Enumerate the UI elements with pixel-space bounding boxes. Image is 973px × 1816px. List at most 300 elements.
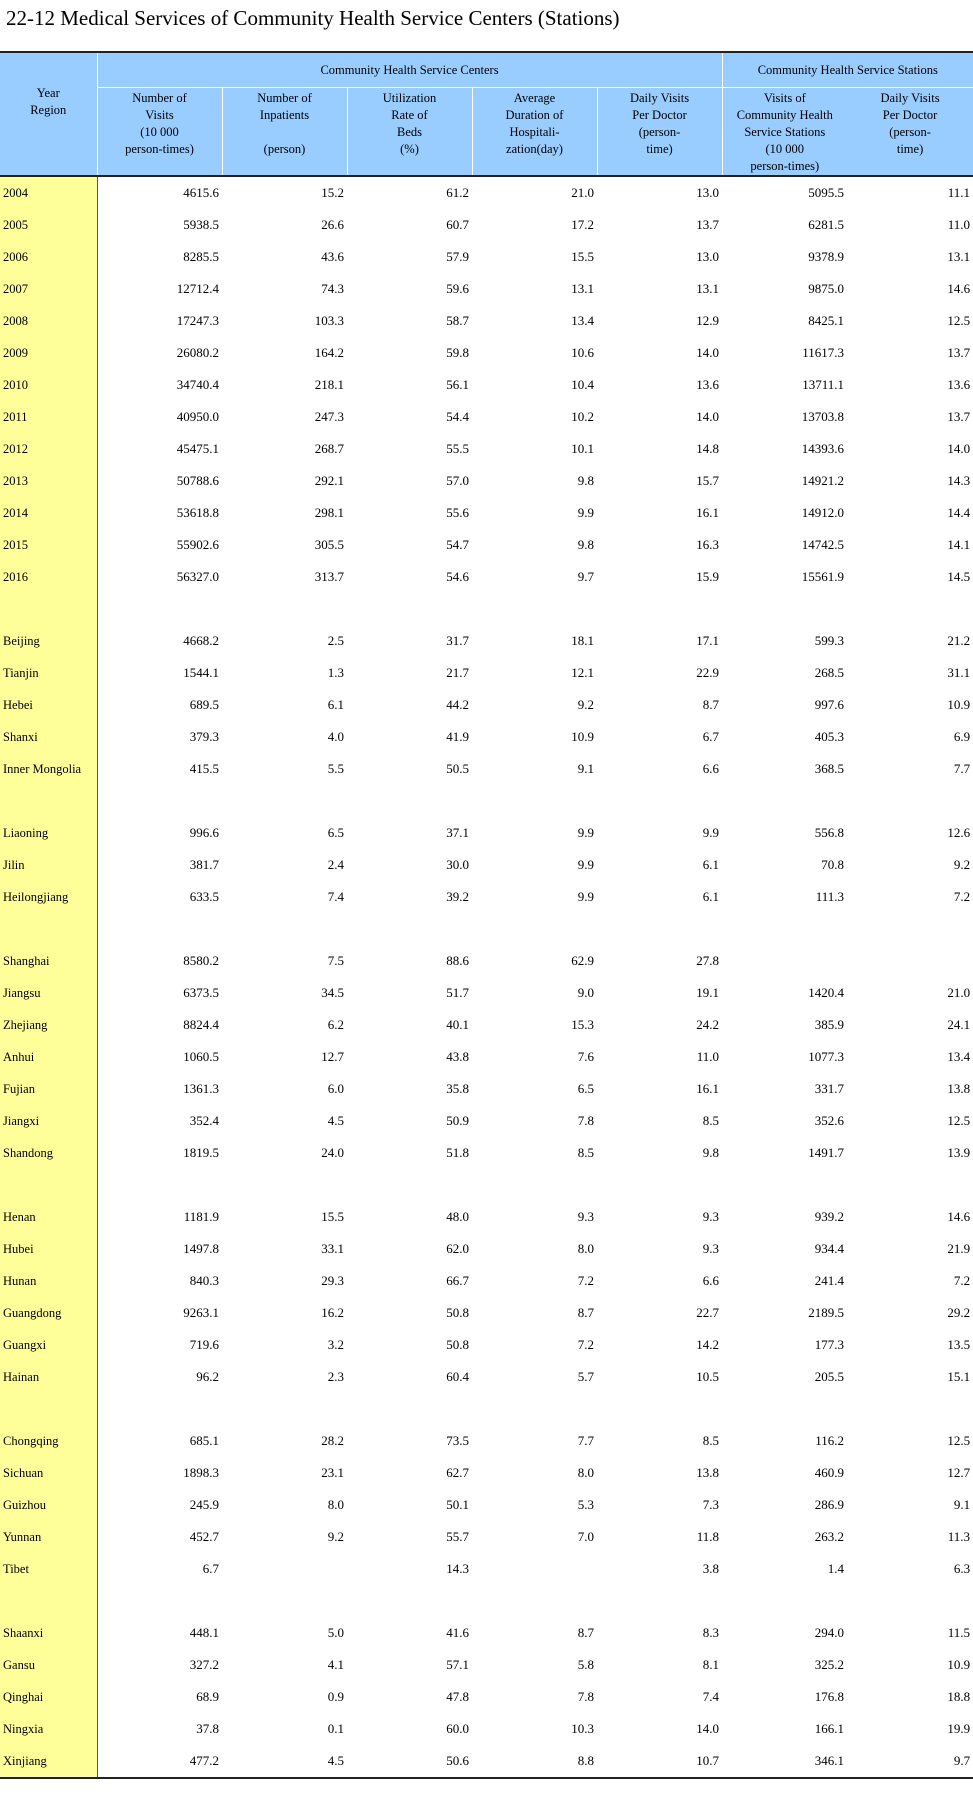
row-label: Sichuan bbox=[0, 1457, 97, 1489]
spacer-cell bbox=[0, 1585, 97, 1617]
table-cell: 10.3 bbox=[571, 1721, 594, 1736]
table-cell: 88.6 bbox=[446, 953, 469, 968]
table-cell: 34740.4 bbox=[176, 377, 219, 392]
table-row bbox=[0, 1489, 973, 1521]
table-cell: 177.3 bbox=[814, 1337, 845, 1352]
table-row bbox=[0, 305, 973, 337]
column-header bbox=[347, 88, 472, 177]
table-cell: 43.6 bbox=[321, 249, 344, 264]
table-cell: 29.2 bbox=[947, 1305, 971, 1320]
table-cell: 13.6 bbox=[947, 377, 971, 392]
table-cell bbox=[847, 945, 973, 977]
table-cell: 43.8 bbox=[446, 1049, 469, 1064]
table-header bbox=[0, 52, 973, 176]
spacer-cell bbox=[97, 593, 973, 625]
column-header-line: (person) bbox=[263, 142, 306, 156]
table-cell: 8580.2 bbox=[183, 953, 219, 968]
table-cell: 14.3 bbox=[446, 1561, 469, 1576]
table-cell: 8.8 bbox=[472, 1745, 597, 1778]
row-label: 2015 bbox=[0, 529, 97, 561]
table-cell: 47.8 bbox=[446, 1689, 469, 1704]
table-cell: 28.2 bbox=[321, 1433, 344, 1448]
table-cell: 66.7 bbox=[446, 1273, 469, 1288]
table-cell: 10.2 bbox=[571, 409, 594, 424]
table-cell: 14.2 bbox=[696, 1337, 720, 1352]
table-cell: 59.8 bbox=[446, 345, 469, 360]
table-cell: 13.1 bbox=[571, 281, 594, 296]
table-cell bbox=[722, 945, 847, 977]
table-cell: 9.9 bbox=[577, 857, 594, 872]
table-cell: 14.1 bbox=[947, 537, 971, 552]
table-cell: 205.5 bbox=[814, 1369, 845, 1384]
table-cell: 13711.1 bbox=[802, 377, 845, 392]
table-cell: 19.1 bbox=[696, 985, 720, 1000]
table-row bbox=[0, 753, 973, 785]
table-cell: 45475.1 bbox=[176, 441, 219, 456]
group-header-stations: Community Health Service Stations bbox=[722, 52, 973, 88]
table-cell: 9.7 bbox=[847, 1745, 973, 1778]
table-cell: 14.0 bbox=[947, 441, 971, 456]
table-cell: 11.8 bbox=[696, 1529, 720, 1544]
table-cell: 13.7 bbox=[947, 409, 971, 424]
table-cell: 3.2 bbox=[327, 1337, 344, 1352]
table-cell: 9.2 bbox=[577, 697, 594, 712]
table-cell: 116.2 bbox=[815, 1433, 845, 1448]
table-cell: 16.1 bbox=[696, 505, 720, 520]
row-label: Shanxi bbox=[0, 721, 97, 753]
table-cell: 1544.1 bbox=[183, 665, 219, 680]
table-cell: 13.4 bbox=[947, 1049, 971, 1064]
table-cell: 7.2 bbox=[953, 889, 971, 904]
table-cell: 633.5 bbox=[189, 889, 219, 904]
table-cell: 9.1 bbox=[953, 1497, 971, 1512]
table-cell: 51.7 bbox=[446, 985, 469, 1000]
table-cell: 34.5 bbox=[321, 985, 344, 1000]
table-cell: 5.3 bbox=[577, 1497, 594, 1512]
column-header-line: (10 000 bbox=[765, 142, 805, 156]
table-cell: 1361.3 bbox=[183, 1081, 219, 1096]
spacer-cell bbox=[97, 913, 973, 945]
table-cell: 30.0 bbox=[446, 857, 469, 872]
table-cell: 13.9 bbox=[947, 1145, 971, 1160]
table-cell: 346.1 bbox=[722, 1745, 847, 1778]
table-row bbox=[0, 497, 973, 529]
table-cell: 4.1 bbox=[327, 1657, 344, 1672]
table-cell: 9.3 bbox=[702, 1241, 720, 1256]
row-label: Hubei bbox=[0, 1233, 97, 1265]
table-cell: 56327.0 bbox=[176, 569, 219, 584]
table-cell: 48.0 bbox=[446, 1209, 469, 1224]
table-row bbox=[0, 273, 973, 305]
table-cell bbox=[472, 1553, 597, 1585]
table-cell: 14912.0 bbox=[801, 505, 845, 520]
table-cell: 405.3 bbox=[814, 729, 845, 744]
table-cell: 111.3 bbox=[815, 889, 845, 904]
table-cell: 60.0 bbox=[446, 1721, 469, 1736]
table-cell: 8.3 bbox=[702, 1625, 720, 1640]
table-row bbox=[0, 881, 973, 913]
table-cell: 9.9 bbox=[577, 825, 594, 840]
row-label: 2006 bbox=[0, 241, 97, 273]
table-cell: 166.1 bbox=[814, 1721, 845, 1736]
table-row bbox=[0, 1009, 973, 1041]
row-label: 2004 bbox=[0, 176, 97, 209]
table-cell: 53618.8 bbox=[176, 505, 219, 520]
table-cell: 448.1 bbox=[189, 1625, 219, 1640]
table-row bbox=[0, 849, 973, 881]
table-row bbox=[0, 657, 973, 689]
table-cell: 27.8 bbox=[696, 953, 720, 968]
column-header-line: Community Health bbox=[736, 108, 833, 122]
table-cell: 8.5 bbox=[702, 1113, 720, 1128]
table-cell: 15.1 bbox=[947, 1369, 971, 1384]
table-cell: 15.2 bbox=[321, 185, 344, 200]
table-cell: 8.7 bbox=[702, 697, 720, 712]
table-cell: 13.0 bbox=[696, 185, 720, 200]
column-header-line: person-times) bbox=[125, 142, 194, 156]
table-cell: 13.6 bbox=[696, 377, 720, 392]
table-row bbox=[0, 1361, 973, 1393]
table-cell: 41.9 bbox=[446, 729, 469, 744]
table-row bbox=[0, 1105, 973, 1137]
table-cell: 6.3 bbox=[953, 1561, 971, 1576]
spacer-row bbox=[0, 785, 973, 817]
table-cell: 6.2 bbox=[327, 1017, 344, 1032]
table-cell: 294.0 bbox=[814, 1625, 845, 1640]
table-cell: 7.2 bbox=[577, 1273, 594, 1288]
table-cell: 7.5 bbox=[327, 953, 344, 968]
table-cell: 9.1 bbox=[577, 761, 594, 776]
table-cell: 41.6 bbox=[446, 1625, 469, 1640]
table-row bbox=[0, 689, 973, 721]
table-cell: 415.5 bbox=[189, 761, 219, 776]
table-cell: 15.7 bbox=[696, 473, 720, 488]
spacer-cell bbox=[0, 913, 97, 945]
table-cell: 8.0 bbox=[577, 1465, 594, 1480]
table-cell: 996.6 bbox=[189, 825, 219, 840]
table-cell: 8.5 bbox=[577, 1145, 594, 1160]
column-header-line: Duration of bbox=[505, 108, 564, 122]
spacer-cell bbox=[97, 1393, 973, 1425]
table-row bbox=[0, 241, 973, 273]
row-label: Henan bbox=[0, 1201, 97, 1233]
row-label: Liaoning bbox=[0, 817, 97, 849]
table-cell: 176.8 bbox=[814, 1689, 845, 1704]
row-label: Heilongjiang bbox=[0, 881, 97, 913]
table-cell: 9.2 bbox=[327, 1529, 344, 1544]
column-header-line: Inpatients bbox=[259, 108, 310, 122]
table-cell: 352.4 bbox=[189, 1113, 219, 1128]
table-cell: 62.0 bbox=[446, 1241, 469, 1256]
table-cell: 60.7 bbox=[446, 217, 469, 232]
table-row bbox=[0, 433, 973, 465]
table-cell: 0.1 bbox=[327, 1721, 344, 1736]
table-cell: 6.5 bbox=[577, 1081, 594, 1096]
table-cell: 10.9 bbox=[947, 697, 971, 712]
table-cell: 55.7 bbox=[446, 1529, 469, 1544]
table-cell: 50788.6 bbox=[176, 473, 219, 488]
table-cell: 24.1 bbox=[947, 1017, 971, 1032]
table-cell: 6373.5 bbox=[183, 985, 219, 1000]
table-cell: 6.1 bbox=[702, 889, 720, 904]
table-cell: 70.8 bbox=[821, 857, 845, 872]
table-cell: 6.7 bbox=[202, 1561, 219, 1576]
header-year: Year bbox=[36, 86, 60, 100]
table-cell: 14742.5 bbox=[801, 537, 845, 552]
table-cell: 7.2 bbox=[577, 1337, 594, 1352]
table-cell: 54.7 bbox=[446, 537, 469, 552]
row-label: Shanghai bbox=[0, 945, 97, 977]
statistics-table bbox=[0, 51, 973, 1779]
column-header bbox=[722, 88, 847, 177]
table-cell: 1.4 bbox=[827, 1561, 845, 1576]
table-cell: 11.3 bbox=[947, 1529, 971, 1544]
table-cell: 40.1 bbox=[446, 1017, 469, 1032]
column-header-line: Utilization bbox=[382, 91, 437, 105]
table-cell: 7.4 bbox=[702, 1689, 720, 1704]
table-cell: 8824.4 bbox=[183, 1017, 219, 1032]
table-cell: 13.5 bbox=[947, 1337, 971, 1352]
column-header-line: (person- bbox=[638, 125, 681, 139]
table-row bbox=[0, 1681, 973, 1713]
table-cell: 939.2 bbox=[814, 1209, 845, 1224]
row-label: Anhui bbox=[0, 1041, 97, 1073]
table-row bbox=[0, 1073, 973, 1105]
table-cell: 21.0 bbox=[571, 185, 594, 200]
table-cell: 9.9 bbox=[577, 889, 594, 904]
table-cell: 26080.2 bbox=[176, 345, 219, 360]
row-label: Jiangsu bbox=[0, 977, 97, 1009]
table-row bbox=[0, 1201, 973, 1233]
table-cell: 14.5 bbox=[947, 569, 971, 584]
column-header-line: Daily Visits bbox=[880, 91, 940, 105]
table-cell: 55.6 bbox=[446, 505, 469, 520]
row-label: Shaanxi bbox=[0, 1617, 97, 1649]
table-cell: 11.0 bbox=[696, 1049, 720, 1064]
table-cell: 1181.9 bbox=[183, 1209, 219, 1224]
table-cell: 8285.5 bbox=[183, 249, 219, 264]
table-cell: 2189.5 bbox=[808, 1305, 845, 1320]
table-row bbox=[0, 176, 973, 209]
spacer-cell bbox=[0, 785, 97, 817]
row-label: Inner Mongolia bbox=[0, 753, 97, 785]
table-cell: 14.4 bbox=[947, 505, 971, 520]
table-cell: 54.6 bbox=[446, 569, 469, 584]
column-header-line bbox=[225, 124, 345, 141]
row-label: 2005 bbox=[0, 209, 97, 241]
table-cell: 313.7 bbox=[314, 569, 344, 584]
column-header-line: zation(day) bbox=[506, 142, 563, 156]
table-cell: 51.8 bbox=[446, 1145, 469, 1160]
table-cell: 12.5 bbox=[947, 1113, 971, 1128]
table-cell bbox=[222, 1553, 347, 1585]
table-cell: 14.8 bbox=[696, 441, 720, 456]
table-cell: 8.1 bbox=[702, 1657, 720, 1672]
table-cell: 368.5 bbox=[814, 761, 845, 776]
table-cell: 15561.9 bbox=[801, 569, 845, 584]
table-cell: 16.2 bbox=[321, 1305, 344, 1320]
spacer-row bbox=[0, 1585, 973, 1617]
page-title: 22-12 Medical Services of Community Health Service Centers (Stations) bbox=[6, 6, 620, 30]
table-cell: 14.0 bbox=[696, 409, 720, 424]
table-cell: 7.0 bbox=[577, 1529, 594, 1544]
table-cell: 599.3 bbox=[814, 633, 845, 648]
column-header-line: Average bbox=[513, 91, 556, 105]
table-row bbox=[0, 1457, 973, 1489]
table-cell: 9378.9 bbox=[808, 249, 845, 264]
column-header-line: time) bbox=[896, 142, 924, 156]
table-cell: 9.9 bbox=[702, 825, 720, 840]
table-cell: 21.7 bbox=[446, 665, 469, 680]
table-cell: 31.7 bbox=[446, 633, 469, 648]
table-cell: 6.6 bbox=[702, 761, 720, 776]
table-row bbox=[0, 337, 973, 369]
column-header-line: Service Stations bbox=[744, 125, 826, 139]
table-cell: 7.6 bbox=[577, 1049, 594, 1064]
table-cell: 8.7 bbox=[577, 1305, 594, 1320]
table-cell: 96.2 bbox=[196, 1369, 219, 1384]
row-label: Zhejiang bbox=[0, 1009, 97, 1041]
table-cell: 2.4 bbox=[327, 857, 344, 872]
row-label: 2014 bbox=[0, 497, 97, 529]
table-cell: 1819.5 bbox=[183, 1145, 219, 1160]
table-cell: 14.0 bbox=[696, 345, 720, 360]
table-cell: 292.1 bbox=[314, 473, 344, 488]
table-row bbox=[0, 209, 973, 241]
table-cell: 9.2 bbox=[953, 857, 971, 872]
row-label: 2012 bbox=[0, 433, 97, 465]
table-cell: 13.1 bbox=[696, 281, 720, 296]
table-cell: 12.5 bbox=[947, 313, 971, 328]
table-cell: 31.1 bbox=[947, 665, 971, 680]
table-cell: 8.0 bbox=[327, 1497, 344, 1512]
table-cell: 298.1 bbox=[314, 505, 344, 520]
table-cell: 11.1 bbox=[947, 185, 971, 200]
table-cell: 325.2 bbox=[814, 1657, 845, 1672]
row-label: Gansu bbox=[0, 1649, 97, 1681]
table-cell: 9.3 bbox=[702, 1209, 720, 1224]
table-cell: 7.7 bbox=[577, 1433, 594, 1448]
column-header-line: (10 000 bbox=[140, 125, 179, 139]
table-cell: 15.5 bbox=[321, 1209, 344, 1224]
table-cell: 719.6 bbox=[189, 1337, 219, 1352]
table-cell: 689.5 bbox=[189, 697, 219, 712]
table-cell: 305.5 bbox=[314, 537, 344, 552]
table-cell: 10.5 bbox=[696, 1369, 720, 1384]
table-row bbox=[0, 1329, 973, 1361]
table-cell: 8.5 bbox=[702, 1433, 720, 1448]
table-cell: 57.9 bbox=[446, 249, 469, 264]
table-cell: 477.2 bbox=[97, 1745, 222, 1778]
table-cell: 12.7 bbox=[321, 1049, 344, 1064]
table-cell: 50.8 bbox=[446, 1337, 469, 1352]
table-cell: 218.1 bbox=[314, 377, 344, 392]
row-label: Chongqing bbox=[0, 1425, 97, 1457]
table-cell: 37.8 bbox=[196, 1721, 219, 1736]
table-cell: 7.8 bbox=[577, 1689, 594, 1704]
table-cell: 40950.0 bbox=[176, 409, 219, 424]
table-cell: 10.9 bbox=[571, 729, 594, 744]
table-row bbox=[0, 1425, 973, 1457]
column-header-line: Daily Visits bbox=[629, 91, 690, 105]
spacer-cell bbox=[0, 1169, 97, 1201]
table-cell: 13.7 bbox=[696, 217, 720, 232]
table-row bbox=[0, 1041, 973, 1073]
table-cell: 35.8 bbox=[446, 1081, 469, 1096]
row-label: Tibet bbox=[0, 1553, 97, 1585]
column-header-line: Hospitali- bbox=[509, 125, 560, 139]
table-cell: 452.7 bbox=[189, 1529, 219, 1544]
table-cell: 59.6 bbox=[446, 281, 469, 296]
table-cell: 268.5 bbox=[814, 665, 845, 680]
table-cell: 6.6 bbox=[702, 1273, 720, 1288]
table-cell: 10.1 bbox=[571, 441, 594, 456]
column-header-line: Rate of bbox=[391, 108, 428, 122]
table-cell: 6.9 bbox=[953, 729, 971, 744]
table-cell: 15.5 bbox=[571, 249, 594, 264]
table-cell: 9.8 bbox=[702, 1145, 720, 1160]
table-cell: 5.5 bbox=[327, 761, 344, 776]
spacer-row bbox=[0, 593, 973, 625]
row-label: Hunan bbox=[0, 1265, 97, 1297]
table-cell: 327.2 bbox=[189, 1657, 219, 1672]
column-header-line: Per Doctor bbox=[882, 108, 938, 122]
column-header-line: Visits bbox=[145, 108, 174, 122]
table-cell: 4615.6 bbox=[183, 185, 219, 200]
table-cell: 9.7 bbox=[577, 569, 594, 584]
table-row bbox=[0, 1553, 973, 1585]
table-cell: 379.3 bbox=[189, 729, 219, 744]
table-row bbox=[0, 817, 973, 849]
column-header-line: Beds bbox=[397, 125, 422, 139]
table-cell: 6.5 bbox=[327, 825, 344, 840]
table-row bbox=[0, 1521, 973, 1553]
table-cell: 39.2 bbox=[446, 889, 469, 904]
table-cell: 331.7 bbox=[814, 1081, 845, 1096]
table-row bbox=[0, 625, 973, 657]
row-label: 2011 bbox=[0, 401, 97, 433]
table-cell: 1898.3 bbox=[183, 1465, 219, 1480]
spacer-cell bbox=[97, 1169, 973, 1201]
table-cell: 4668.2 bbox=[183, 633, 219, 648]
table-cell: 5.7 bbox=[577, 1369, 594, 1384]
table-cell: 6.1 bbox=[327, 697, 344, 712]
table-row bbox=[0, 529, 973, 561]
table-row bbox=[0, 1137, 973, 1169]
spacer-cell bbox=[0, 593, 97, 625]
table-cell: 15.3 bbox=[571, 1017, 594, 1032]
table-cell: 21.2 bbox=[947, 633, 971, 648]
table-cell: 10.7 bbox=[597, 1745, 722, 1778]
table-cell: 12.5 bbox=[947, 1433, 971, 1448]
table-cell: 60.4 bbox=[446, 1369, 469, 1384]
table-cell: 37.1 bbox=[446, 825, 469, 840]
column-header bbox=[597, 88, 722, 177]
table-cell: 245.9 bbox=[189, 1497, 219, 1512]
table-cell: 50.6 bbox=[347, 1745, 472, 1778]
table-cell: 268.7 bbox=[314, 441, 344, 456]
table-row bbox=[0, 465, 973, 497]
table-cell: 263.2 bbox=[814, 1529, 845, 1544]
row-label: Xinjiang bbox=[0, 1745, 97, 1778]
table-cell: 14.0 bbox=[696, 1721, 720, 1736]
table-cell: 13.4 bbox=[571, 313, 594, 328]
row-label: 2013 bbox=[0, 465, 97, 497]
table-cell: 4.5 bbox=[222, 1745, 347, 1778]
row-label: Jiangxi bbox=[0, 1105, 97, 1137]
row-label: 2009 bbox=[0, 337, 97, 369]
table-cell: 44.2 bbox=[446, 697, 469, 712]
